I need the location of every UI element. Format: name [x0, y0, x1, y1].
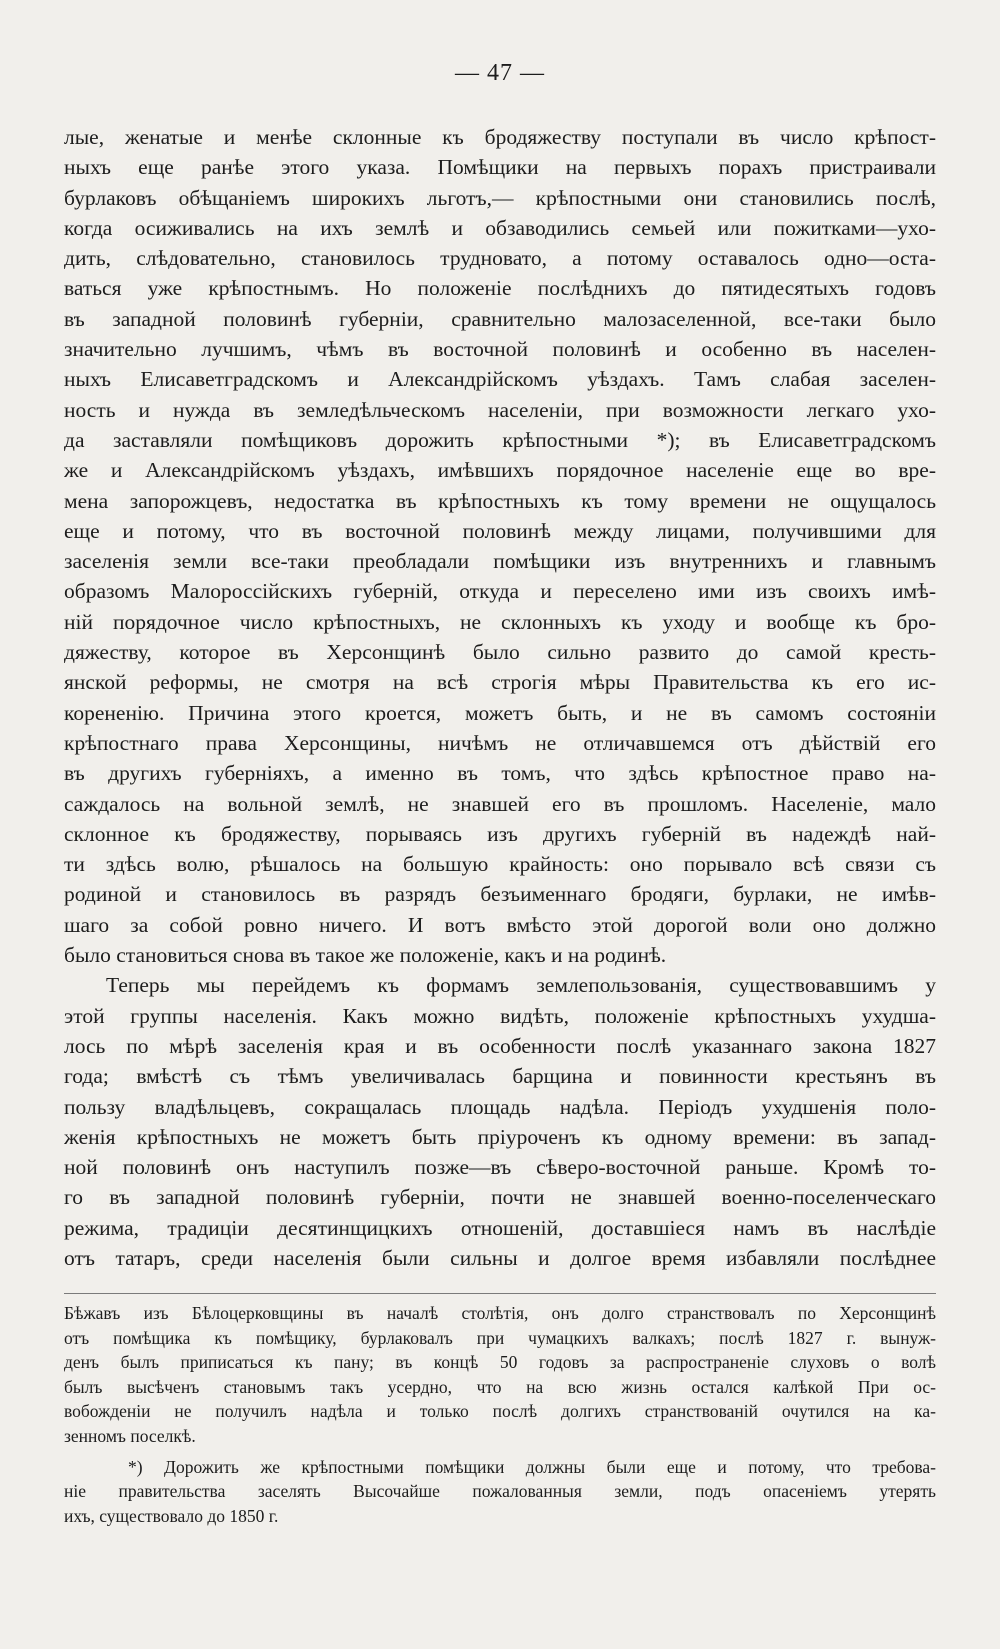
footnote-line: ихъ, существовало до 1850 г.	[64, 1505, 279, 1526]
body-line: ти здѣсь волю, рѣшалось на большую крайность: оно порывало всѣ связи съ	[64, 852, 936, 877]
body-line: дяжеству, которое въ Херсонщинѣ было сильно развито до самой кресть-	[64, 640, 936, 665]
body-line: бурлаковъ обѣщаніемъ широкихъ льготъ,— крѣпостными они становились послѣ,	[64, 185, 936, 210]
body-line: янской реформы, не смотря на всѣ строгія мѣры Правительства къ его ис-	[64, 670, 936, 695]
body-line: лые, женатые и менѣе склонные къ бродяжеству поступали въ число крѣпост-	[64, 125, 936, 149]
body-text	[64, 122, 936, 1273]
body-line: же и Александрійскомъ уѣздахъ, имѣвшихъ порядочное населеніе еще во вре-	[64, 458, 936, 483]
body-line: крѣпостнаго права Херсонщины, ничѣмъ не отличавшемся отъ дѣйствій его	[64, 730, 936, 755]
footnote-line: *) Дорожить же крѣпостными помѣщики должны были еще и потому, что требова-	[128, 1456, 936, 1477]
body-line: Теперь мы перейдемъ къ формамъ землепользованія, существовавшимъ у	[106, 973, 936, 998]
body-line: образомъ Малороссійскихъ губерній, откуда и переселено ими изъ своихъ имѣ-	[64, 579, 936, 604]
body-line: ныхъ Елисаветградскомъ и Александрійскомъ уѣздахъ. Тамъ слабая заселен-	[64, 367, 936, 392]
body-line: склонное къ бродяжеству, порываясь изъ другихъ губерній въ надеждѣ най-	[64, 821, 936, 846]
body-line: го въ западной половинѣ губерніи, почти не знавшей военно-поселенческаго	[64, 1185, 936, 1210]
body-line: лось по мѣрѣ заселенія края и въ особенности послѣ указаннаго закона 1827	[64, 1033, 936, 1058]
footnote-line: вобожденіи не получилъ надѣла и только послѣ долгихъ странствованій очутился на ка-	[64, 1401, 936, 1422]
body-line: режима, традиціи десятинщицкихъ отношеній, доставшіеся намъ въ наслѣдіе	[64, 1215, 936, 1240]
page-number: — 47 —	[455, 60, 545, 86]
body-line: когда осиживались на ихъ землѣ и обзаводились семьей или пожитками—ухо-	[64, 215, 936, 240]
body-line: пользу владѣльцевъ, сокращалась площадь надѣла. Періодъ ухудшенія поло-	[64, 1094, 936, 1119]
body-line: ній порядочное число крѣпостныхъ, не склонныхъ къ уходу и вообще къ бро-	[64, 609, 936, 634]
footnote-divider	[64, 1293, 936, 1294]
body-line: да заставляли помѣщиковъ дорожить крѣпостными *); въ Елисаветградскомъ	[64, 427, 936, 452]
body-line: въ другихъ губерніяхъ, а именно въ томъ, что здѣсь крѣпостное право на-	[64, 761, 936, 786]
body-line: отъ татаръ, среди населенія были сильны и долгое время избавляли послѣднее	[64, 1245, 936, 1270]
body-line: еще и потому, что въ восточной половинѣ между лицами, получившими для	[64, 518, 936, 543]
body-line: значительно лучшимъ, чѣмъ въ восточной половинѣ и особенно въ населен-	[64, 337, 936, 362]
body-line: ныхъ еще ранѣе этого указа. Помѣщики на первыхъ порахъ пристраивали	[64, 155, 936, 180]
body-line: заселенія земли все-таки преобладали помѣщики изъ внутреннихъ и главнымъ	[64, 549, 936, 574]
body-line: корененію. Причина этого кроется, можетъ быть, и не въ самомъ состояніи	[64, 700, 936, 725]
footnote-line: былъ высѣченъ становымъ такъ усердно, что на всю жизнь остался калѣкой При ос-	[64, 1376, 936, 1397]
body-line: года; вмѣстѣ съ тѣмъ увеличивалась барщина и повинности крестьянъ въ	[64, 1064, 936, 1089]
footnote-line: Бѣжавъ изъ Бѣлоцерковщины въ началѣ столѣтія, онъ долго странствовалъ по Херсонщинѣ	[64, 1303, 936, 1323]
body-line: въ западной половинѣ губерніи, сравнительно малозаселенной, все-таки было	[64, 306, 936, 331]
body-line: ваться уже крѣпостнымъ. Но положеніе послѣднихъ до пятидесятыхъ годовъ	[64, 276, 936, 301]
body-line: мена запорожцевъ, недостатка въ крѣпостныхъ къ тому времени не ощущалось	[64, 488, 936, 513]
footnote-line: денъ былъ приписаться къ пану; въ концѣ 50 годовъ за распространеніе слуховъ о волѣ	[64, 1352, 936, 1373]
body-line: дить, слѣдовательно, становилось трудновато, а потому оставалось одно—оста-	[64, 246, 936, 271]
footnotes	[64, 1301, 936, 1528]
body-line: шаго за собой ровно ничего. И вотъ вмѣсто этой дорогой воли оно должно	[64, 912, 936, 937]
body-line: родиной и становилось въ разрядъ безъименнаго бродяги, бурлаки, не имѣв-	[64, 882, 936, 907]
body-line: ной половинѣ онъ наступилъ позже—въ сѣверо-восточной раньше. Кромѣ то-	[64, 1155, 936, 1180]
footnote-line: отъ помѣщика къ помѣщику, бурлаковалъ при чумацкихъ валкахъ; послѣ 1827 г. вынуж-	[64, 1327, 936, 1348]
body-line: этой группы населенія. Какъ можно видѣть, положеніе крѣпостныхъ ухудша-	[64, 1003, 936, 1028]
body-line: ность и нужда въ земледѣльческомъ населеніи, при возможности легкаго ухо-	[64, 397, 936, 422]
body-line: саждалось на вольной землѣ, не знавшей его въ прошломъ. Населеніе, мало	[64, 791, 936, 816]
body-line: было становиться снова въ такое же положеніе, какъ и на родинѣ.	[64, 943, 667, 968]
footnote-line: ніе правительства заселять Высочайше пожалованныя земли, подъ опасеніемъ утерять	[64, 1481, 936, 1502]
body-line: женія крѣпостныхъ не можетъ быть пріуроченъ къ одному времени: въ запад-	[64, 1124, 936, 1149]
footnote-line: зенномъ поселкѣ.	[64, 1425, 196, 1446]
